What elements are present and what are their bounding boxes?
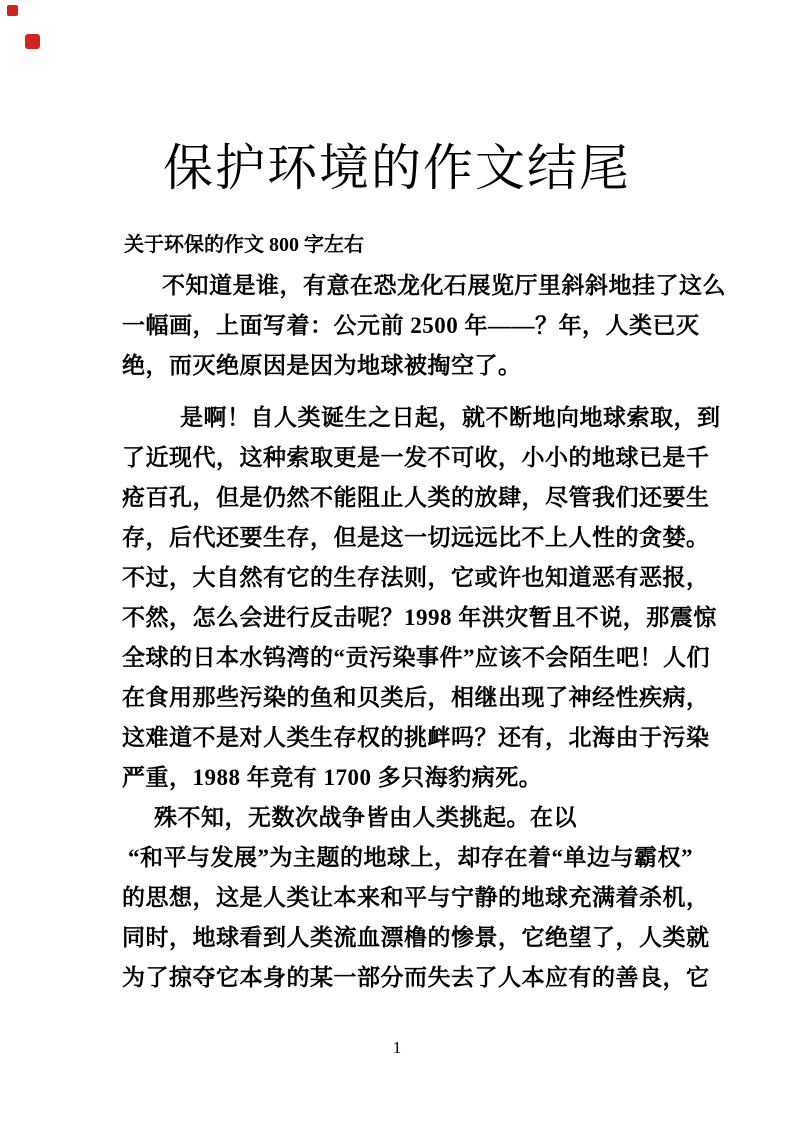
text-line: 是啊！自人类诞生之日起，就不断地向地球索取，到 bbox=[180, 405, 721, 430]
text-line: 不知道是谁，有意在恐龙化石展览厅里斜斜地挂了这么 bbox=[162, 273, 726, 298]
document-body bbox=[122, 266, 726, 998]
text-line: 严重，1988 年竞有 1700 多只海豹病死。 bbox=[122, 765, 543, 790]
text-line: 一幅画，上面写着：公元前 2500 年——？年，人类已灭 bbox=[122, 313, 700, 338]
text-line: 殊不知，无数次战争皆由人类挑起。在以 bbox=[154, 805, 577, 830]
text-line: 的思想，这是人类让本来和平与宁静的地球充满着杀机， bbox=[122, 885, 710, 910]
paragraph bbox=[122, 798, 722, 998]
red-marker-icon bbox=[7, 5, 18, 16]
red-marker-icon bbox=[25, 34, 40, 49]
text-line: 绝，而灭绝原因是因为地球被掏空了。 bbox=[122, 353, 522, 378]
text-line: 这难道不是对人类生存权的挑衅吗？还有，北海由于污染 bbox=[122, 725, 710, 750]
text-line: 为了掠夺它本身的某一部分而失去了人本应有的善良，它 bbox=[122, 965, 710, 990]
document-subtitle: 关于环保的作文 800 字左右 bbox=[124, 234, 364, 256]
text-line: 不过，大自然有它的生存法则，它或许也知道恶有恶报， bbox=[122, 565, 710, 590]
text-line: 不然，怎么会进行反击呢？1998 年洪灾暂且不说，那震惊 bbox=[122, 605, 717, 630]
text-line: 在食用那些污染的鱼和贝类后，相继出现了神经性疾病， bbox=[122, 685, 710, 710]
text-line: 同时，地球看到人类流血漂橹的惨景，它绝望了，人类就 bbox=[122, 925, 710, 950]
paragraph bbox=[122, 266, 726, 386]
page-number: 1 bbox=[392, 1038, 402, 1057]
text-line: “和平与发展”为主题的地球上，却存在着“单边与霸权” bbox=[128, 845, 693, 870]
text-line: 全球的日本水钨湾的“贡污染事件”应该不会陌生吧！人们 bbox=[122, 645, 710, 670]
text-line: 了近现代，这种索取更是一发不可收，小小的地球已是千 bbox=[122, 445, 710, 470]
paragraph bbox=[122, 398, 722, 798]
text-line: 存，后代还要生存，但是这一切远远比不上人性的贪婪。 bbox=[122, 525, 710, 550]
page-title: 保护环境的作文结尾 bbox=[163, 140, 631, 196]
text-line: 疮百孔，但是仍然不能阻止人类的放肆，尽管我们还要生 bbox=[122, 485, 710, 510]
